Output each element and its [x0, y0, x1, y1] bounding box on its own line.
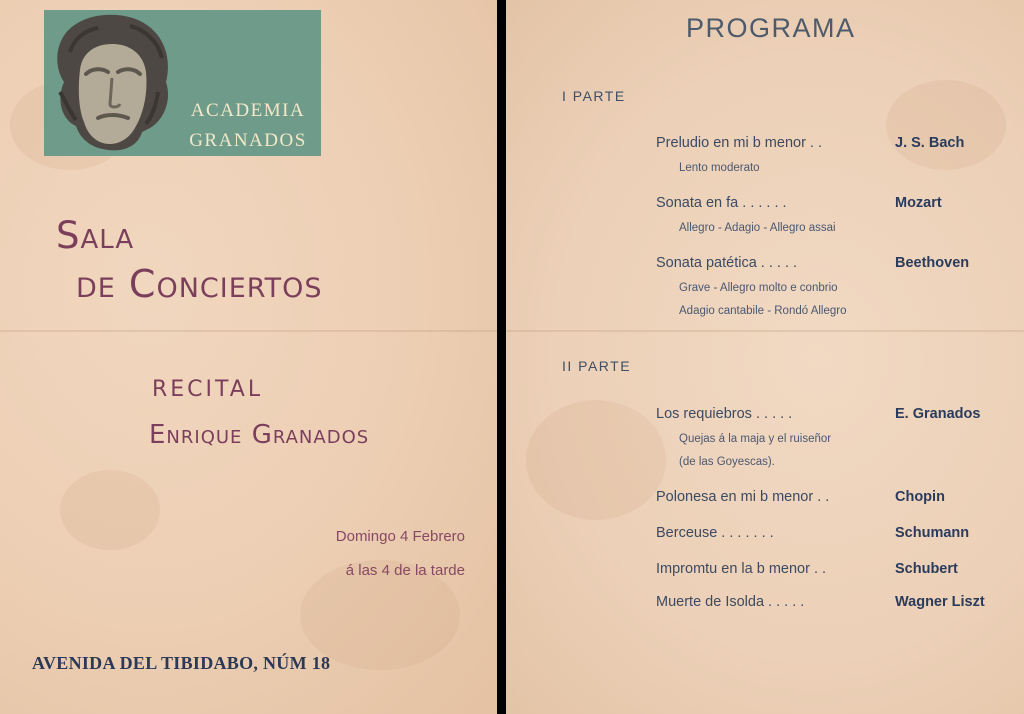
paper-fold — [506, 330, 1024, 332]
paper-stain — [526, 400, 666, 520]
recital-heading: RECITAL — [152, 377, 264, 402]
program-movement: Lento moderato — [679, 162, 760, 174]
program-movement: (de las Goyescas). — [679, 456, 775, 468]
program-composer: Beethoven — [895, 255, 970, 271]
part-1-heading: I PARTE — [562, 88, 626, 104]
paper-stain — [886, 80, 1006, 170]
program-composer: Chopin — [895, 489, 945, 505]
cover-page — [0, 0, 497, 714]
venue-address: AVENIDA DEL TIBIDABO, NÚM 18 — [32, 653, 331, 673]
program-movement: Adagio cantabile - Rondó Allegro — [679, 305, 847, 317]
program-movement: Grave - Allegro molto e conbrio — [679, 282, 838, 294]
program-work: Muerte de Isolda . . . . . — [656, 594, 805, 610]
academy-logo — [44, 10, 321, 156]
logo-line-2: GRANADOS — [189, 130, 307, 151]
paper-fold — [0, 330, 497, 332]
program-work: Impromtu en la b menor . . — [656, 561, 827, 577]
hall-title-line-2: de Conciertos — [76, 262, 323, 306]
program-page — [506, 0, 1024, 714]
paper-stain — [60, 470, 160, 550]
program-work: Sonata en fa . . . . . . — [656, 195, 787, 211]
program-movement: Quejas á la maja y el ruiseñor — [679, 433, 832, 445]
program-composer: Schumann — [895, 525, 970, 541]
concert-date: Domingo 4 Febrero — [335, 528, 465, 545]
program-composer: J. S. Bach — [895, 135, 965, 151]
program-work: Polonesa en mi b menor . . — [656, 489, 830, 505]
program-work: Sonata patética . . . . . — [656, 255, 798, 271]
program-title: PROGRAMA — [686, 13, 856, 43]
program-work: Berceuse . . . . . . . — [656, 525, 774, 541]
program-composer: Schubert — [895, 561, 958, 577]
beethoven-bust-icon — [46, 12, 176, 152]
program-movement: Allegro - Adagio - Allegro assai — [679, 222, 836, 234]
program-work: Los requiebros . . . . . — [656, 406, 793, 422]
concert-time: á las 4 de la tarde — [345, 562, 465, 579]
part-2-heading: II PARTE — [562, 358, 632, 374]
hall-title-line-1: Sala — [56, 214, 135, 257]
program-work: Preludio en mi b menor . . — [656, 135, 823, 151]
program-composer: Wagner Liszt — [895, 594, 985, 610]
logo-line-1: ACADEMIA — [190, 100, 306, 121]
performer-name: Enrique Granados — [149, 420, 370, 450]
program-composer: Mozart — [895, 195, 942, 211]
program-composer: E. Granados — [895, 406, 981, 422]
